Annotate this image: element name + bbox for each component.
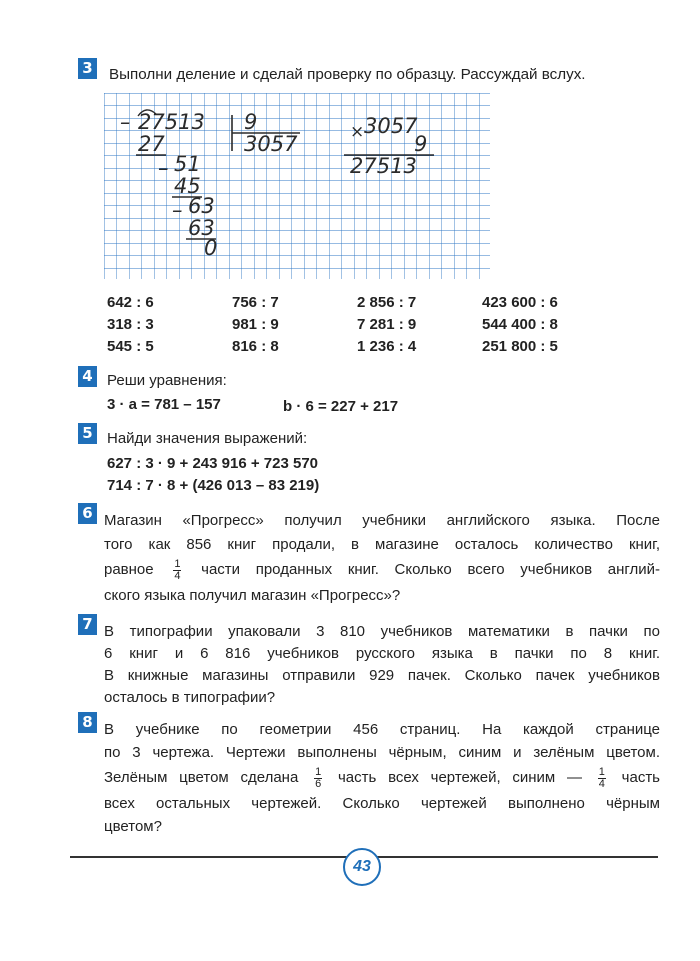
exercise-8-line-1: В учебнике по геометрии 456 страниц. На каждой странице [104,721,660,738]
division-item: 756 : 7 [232,294,279,311]
sample-step-1: 27 [138,132,165,156]
exercise-6-line-2: того как 856 книг продали, в магазине осталось количество книг, [104,536,660,553]
exercise-7-line-1: В типографии упаковали 3 810 учебников математики в пачки по [104,623,660,640]
sample-dividend: 27513 [138,110,205,134]
division-item: 423 600 : 6 [482,294,558,311]
exercise-6-badge: 6 [78,503,97,524]
exercise-7-badge: 7 [78,614,97,635]
sample-step-4: 63 [188,194,215,218]
sample-check-a: 3057 [364,114,418,138]
sample-step-6: 0 [204,236,218,260]
exercise-8-line-2: по 3 чертежа. Чертежи выполнены чёрным, синим и зелёным цветом. [104,744,660,761]
division-item: 2 856 : 7 [357,294,417,311]
division-item: 251 800 : 5 [482,338,558,355]
exercise-8-line-3 [104,764,660,792]
fraction-one-sixth [314,767,322,790]
exercise-7-line-4: осталось в типографии? [104,689,276,706]
sample-grid [104,93,490,279]
exercise-6-line-4: ского языка получил магазин «Прогресс»? [104,587,401,604]
fraction-one-quarter-2 [598,767,606,790]
exercise-4-instruction: Реши уравнения: [107,372,227,389]
fraction-numerator: 1 [315,765,322,778]
page-number: 43 [343,848,381,886]
division-item: 642 : 6 [107,294,154,311]
sample-divisor: 9 [244,110,258,134]
exercise-3-instruction: Выполни деление и сделай проверку по образцу. Рассуждай вслух. [109,66,586,83]
exercise-6-line-3 [104,557,660,583]
sample-check-result: 27513 [350,154,417,178]
exercise-8-line-5: цветом? [104,818,162,835]
exercise-5-badge: 5 [78,423,97,444]
exercise-3-badge: 3 [78,58,97,79]
sample-minus-1: – [120,110,131,134]
sample-grid-svg [104,93,490,279]
exercise-8-badge: 8 [78,712,97,733]
sample-step-2: 51 [174,152,201,176]
division-item: 318 : 3 [107,316,154,333]
sample-minus-2: – [158,156,169,180]
fraction-denominator: 4 [598,777,605,790]
exercise-6-line-1: Магазин «Прогресс» получил учебники английского языка. После [104,512,660,529]
sample-step-3: 45 [174,174,201,198]
division-item: 544 400 : 8 [482,316,558,333]
division-column-1 [107,292,154,358]
exercise-8-line-3-c: часть [621,769,660,786]
exercise-7-line-3: В книжные магазины отправили 929 пачек. Сколько пачек учебников [104,667,660,684]
division-item: 1 236 : 4 [357,338,417,355]
exercise-7-line-2: 6 книг и 6 816 учебников русского языка в пачки по 8 книг. [104,645,660,662]
sample-minus-3: – [172,198,183,222]
division-item: 816 : 8 [232,338,279,355]
exercise-4-badge: 4 [78,366,97,387]
division-column-4 [482,292,558,358]
exercise-8-line-4: всех остальных чертежей. Сколько чертежей выполнено чёрным [104,795,660,812]
fraction-one-quarter [173,559,181,582]
fraction-numerator: 1 [598,765,605,778]
division-item: 981 : 9 [232,316,279,333]
division-item: 7 281 : 9 [357,316,417,333]
exercise-5-instruction: Найди значения выражений: [107,430,308,447]
expression-2: 714 : 7 · 8 + (426 013 – 83 219) [107,477,320,494]
sample-times: × [350,122,365,142]
sample-quotient: 3057 [244,132,298,156]
division-item: 545 : 5 [107,338,154,355]
exercise-6-line-3-end: части проданных книг. Сколько всего учебников англий- [201,561,660,578]
expression-1: 627 : 3 · 9 + 243 916 + 723 570 [107,455,319,472]
division-column-2 [232,292,279,358]
exercise-8-line-3-b: часть всех чертежей, синим — [337,769,582,786]
equation-1: 3 · a = 781 – 157 [107,396,221,413]
fraction-denominator: 6 [315,777,322,790]
exercise-6-line-3-start: равное [104,561,154,578]
exercise-8-line-3-a: Зелёным цветом сделана [104,769,299,786]
division-column-3 [357,292,416,358]
fraction-numerator: 1 [174,557,181,570]
sample-step-5: 63 [188,216,215,240]
sample-check-b: 9 [414,132,428,156]
fraction-denominator: 4 [174,569,181,582]
equation-2: b · 6 = 227 + 217 [283,398,399,415]
